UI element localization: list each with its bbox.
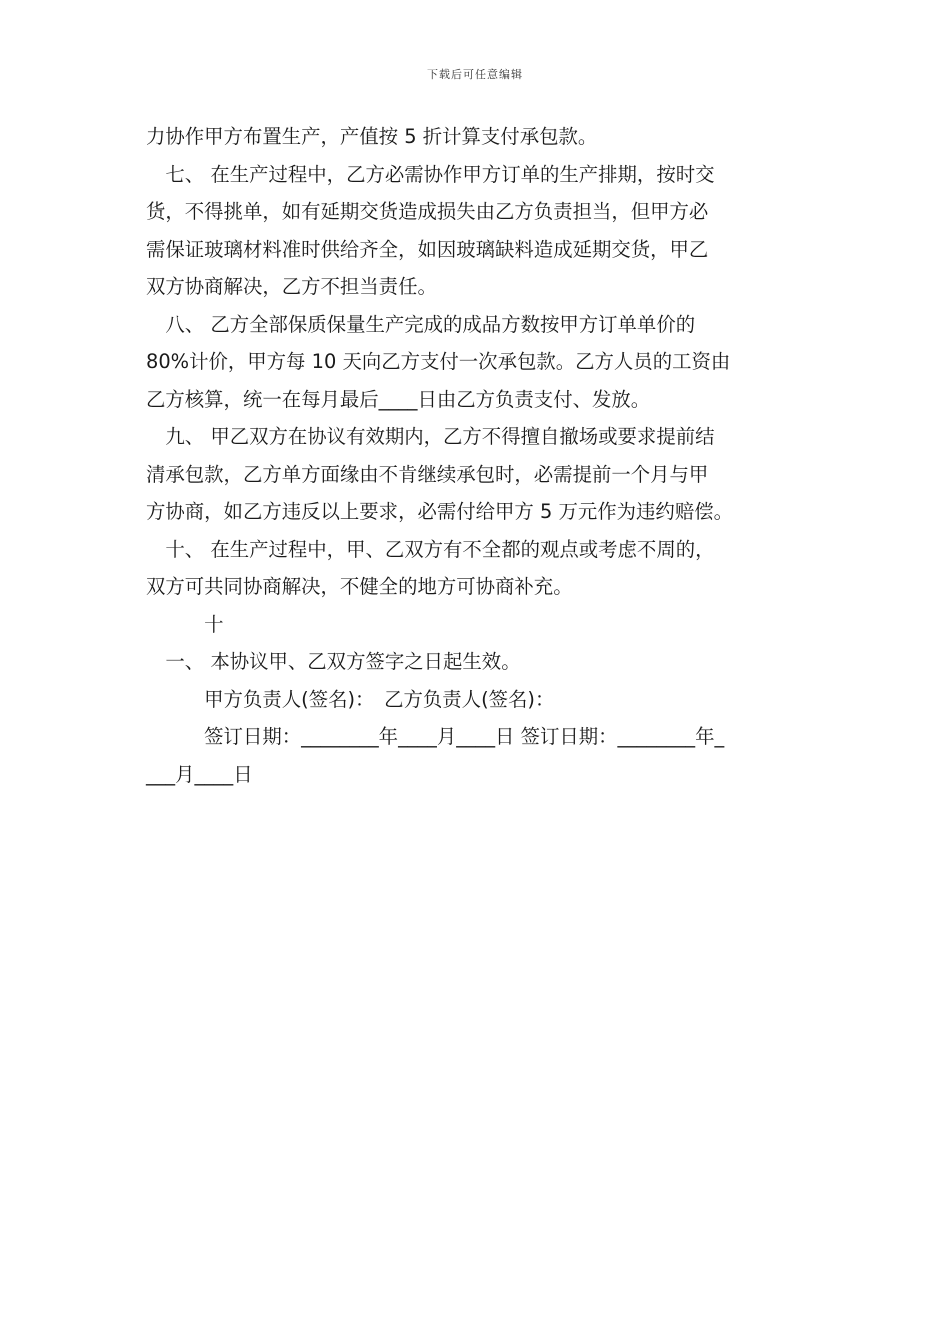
signing-date-line: ___月____日 xyxy=(146,762,253,786)
document-line: 80%计价，甲方每 10 天向乙方支付一次承包款。乙方人员的工资由 xyxy=(146,350,731,373)
document-line: 九、 甲乙双方在协议有效期内，乙方不得擅自撤场或要求提前结 xyxy=(146,425,715,448)
signature-line: 甲方负责人(签名)： 乙方负责人(签名)： xyxy=(146,687,555,711)
document-line: 双方协商解决，乙方不担当责任。 xyxy=(146,275,437,298)
page-header: 下载后可任意编辑 xyxy=(427,68,523,81)
document-line: 乙方核算，统一在每月最后____日由乙方负责支付、发放。 xyxy=(146,387,651,411)
document-body xyxy=(146,118,811,793)
document-line: 方协商，如乙方违反以上要求，必需付给甲方 5 万元作为违约赔偿。 xyxy=(146,500,733,523)
document-line: 八、 乙方全部保质保量生产完成的成品方数按甲方订单单价的 xyxy=(146,312,696,336)
document-line: 力协作甲方布置生产，产值按 5 折计算支付承包款。 xyxy=(146,125,598,148)
document-line: 七、 在生产过程中，乙方必需协作甲方订单的生产排期，按时交 xyxy=(146,162,715,186)
document-line: 货，不得挑单，如有延期交货造成损失由乙方负责担当，但甲方必 xyxy=(146,200,709,223)
document-line: 一、 本协议甲、乙双方签字之日起生效。 xyxy=(146,650,521,673)
document-line: 十 xyxy=(146,612,224,636)
document-line: 双方可共同协商解决，不健全的地方可协商补充。 xyxy=(146,575,573,598)
document-line: 清承包款，乙方单方面缘由不肯继续承包时，必需提前一个月与甲 xyxy=(146,462,709,486)
document-line: 十、 在生产过程中，甲、乙双方有不全都的观点或考虑不周的， xyxy=(146,537,715,561)
signing-date-line: 签订日期：________年____月____日 签订日期：________年_ xyxy=(146,725,725,748)
document-line: 需保证玻璃材料准时供给齐全，如因玻璃缺料造成延期交货，甲乙 xyxy=(146,237,709,261)
